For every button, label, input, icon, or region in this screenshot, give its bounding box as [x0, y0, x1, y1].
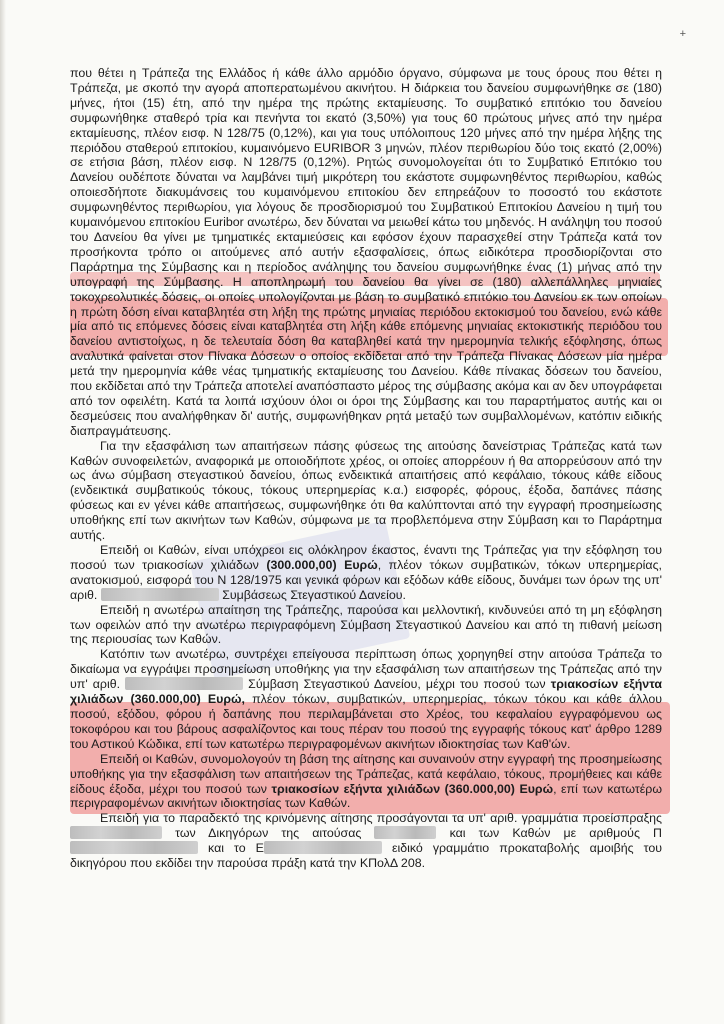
redacted-contract-number: [125, 677, 243, 690]
amount-300000: (300.000,00) Ευρώ: [266, 557, 378, 572]
document-body: [70, 66, 662, 871]
paragraph-security: Για την εξασφάλιση των απαιτήσεων πάσης φύσεως της αιτούσης δανείστριας Τράπεζας κατά των Καθών συνοφειλετών, αναφορικά με οποιοδήποτε χρέος, οι οποίες απορρέουν ή θα απορρεύσουν από την ως άνω σύμβαση στεγαστικού δανείου, όπως ενδεικτικά απαιτήσεις από κεφάλαιο, τόκους κάθε είδους (ενδεικτικά συμβατικούς τόκους, τόκους υπερημερίας κ.α.) εισφορές, φόρους, έξοδα, δαπάνες πάσης φύσεως και εν γένει κάθε απαιτήσεως, συμφωνήθηκε ότι θα καλύπτονται από την εγγραφή προσημείωσης υποθήκης επί των ακινήτων των Καθών, σύμφωνα με τα προβλεπόμενα στην Σύμβαση και το Παράρτημα αυτής.: [70, 438, 662, 543]
amount-360000-consent: τριακοσίων εξήντα χιλιάδων (360.000,00) Ευρώ: [271, 781, 554, 796]
paragraph-fees: Επειδή για το παραδεκτό της κρινόμενης αίτησης προσάγονται τα υπ' αριθ. γραμμάτια προείσπραξης των Δικηγόρων της αιτούσας και των Καθών με αριθμούς Π και το Ε ειδικό γραμμάτιο προκαταβολής αμοιβής του δικηγόρου που εκδίδει την παρούσα πράξη κατά την ΚΠολΔ 208.: [70, 811, 662, 871]
redacted-receipt-number: [374, 826, 436, 839]
paragraph-risk: Επειδή η ανωτέρω απαίτηση της Τράπεζης, παρούσα και μελλοντική, κινδυνεύει από τη μη εξόφληση των οφειλών από την ανωτέρω περιγραφόμενη Σύμβαση Στεγαστικού Δανείου και από τη πιθανή μείωση της περιουσίας των Καθών.: [70, 602, 662, 647]
paragraph-urgency: Κατόπιν των ανωτέρω, συντρέχει επείγουσα περίπτωση όπως χορηγηθεί στην αιτούσα Τράπεζα το δικαίωμα να εγγράψει προσημείωση υποθήκης για την εξασφάλιση των απαιτήσεων της Τράπεζας από την υπ' αριθ. Σύμβαση Στεγαστικού Δανείου, μέχρι του ποσού των τριακοσίων εξήντα χιλιάδων (360.000,00) Ευρώ, πλέον τόκων, συμβατικών, υπερημερίας, τόκων τόκου και κάθε άλλου ποσού, εξόδου, φόρου ή δαπάνης που περιλαμβάνεται στο Χρέος, του κεφαλαίου εγγραφόμενου ως τοκοφόρου και του βάρους ασφαλίζοντος και τους πέραν του ποσού της εγγραφής τόκους κατ' άρθρο 1289 του Αστικού Κώδικα, επί των κατωτέρω περιγραφομένων ακινήτων ιδιοκτησίας των Καθ'ών.: [70, 647, 663, 751]
redacted-receipt-number: [264, 841, 382, 854]
scan-edge-shadow: [0, 0, 6, 1024]
corner-mark: +: [679, 28, 686, 40]
amount-360000: τριακοσίων εξήντα χιλιάδων (360.000,00) Ευρώ,: [70, 677, 663, 707]
redacted-contract-number: [101, 588, 219, 601]
paragraph-consent: Επειδή οι Καθών, συνομολογούν τη βάση της αίτησης και συναινούν στην εγγραφή της προσημείωσης υποθήκης για την εξασφάλιση των απαιτήσεων της Τράπεζας, κατά κεφάλαιο, τόκους, προμήθειες και κάθε είδους έξοδα, μέχρι του ποσού των τριακοσίων εξήντα χιλιάδων (360.000,00) Ευρώ, επί των κατωτέρω περιγραφομένων ακινήτων ιδιοκτησίας των Καθών.: [70, 751, 662, 811]
paragraph-loan-terms: που θέτει η Τράπεζα της Ελλάδος ή κάθε άλλο αρμόδιο όργανο, σύμφωνα με τους όρους που θέτει η Τράπεζα, με σκοπό την αγορά αποπερατωμένου ακινήτου. Η διάρκεια του δανείου συμφωνήθηκε σε (180) μήνες, ήτοι (15) έτη, από την ημέρα της πρώτης εκταμίευσης. Το συμβατικό επιτόκιο του δανείου συμφωνήθηκε σταθερό τρία και πενήντα τοι εκατό (3,50%) για τους 60 πρώτους μήνες από την ημέρα εκταμίευσης, πλέον εισφ. Ν 128/75 (0,12%), και για τους υπόλοιπους 120 μήνες από την ημέρα λήξης της περιόδου σταθερού επιτοκίου, κυμαινόμενο EURIBOR 3 μηνών, πλέον περιθωρίου δύο τοις εκατό (2,00%) σε ετήσια βάση, πλέον εισφ. Ν 128/75 (0,12%). Ρητώς συνομολογείται ότι το Συμβατικό Επιτόκιο του Δανείου ουδέποτε δύναται να λαμβάνει τιμή μικρότερη του εκάστοτε συμφωνηθέντος περιθωρίου, καθώς οποιεσδήποτε διακυμάνσεις του κυμαινόμενου επιτοκίου δεν επηρεάζουν το ποσοστό του εκάστοτε συμφωνηθέντος περιθωρίου, για λόγους δε προσδιορισμού του Συμβατικού Επιτοκίου Δανείου η τιμή του κυμαινόμενου επιτοκίου Euribor ανωτέρω, δεν δύναται να μειωθεί κάτω του μηδενός. Η ανάληψη του ποσού του Δανείου θα γίνει με τμηματικές εκταμιεύσεις και εφόσον έχουν παρασχεθεί στην Τράπεζα κατά τον προσήκοντα τρόπο οι αιτούμενες από αυτήν εξασφαλίσεις, όπως ειδικότερα προσδιορίζονται στο Παράρτημα της Σύμβασης και η περίοδος ανάληψης του δανείου συμφωνήθηκε ένας (1) μήνας από την υπογραφή της Σύμβασης. Η αποπληρωμή του δανείου θα γίνει σε (180) αλλεπάλληλες μηνιαίες τοκοχρεολυτικές δόσεις, οι οποίες υπολογίζονται με βάση το συμβατικό επιτόκιο του Δανείου εκ των οποίων η πρώτη δόση είναι καταβλητέα στη λήξη της πρώτης μηνιαίας περιόδου εκτοκισμού του δανείου, ενώ κάθε μία από τις επόμενες δόσεις είναι καταβλητέα στη λήξη κάθε επόμενης μηνιαίας εκτοκιστικής περιόδου του δανείου αντιστοίχως, η δε τελευταία δόση θα καταβληθεί κατά την ημερομηνία τελικής εξόφλησης, όπως αναλυτικά φαίνεται στον Πίνακα Δόσεων ο οποίος εκδίδεται από την Τράπεζα Πίνακας Δόσεων μία ημέρα μετά την ημερομηνία κάθε νέας τμηματικής εκταμίευσης του Δανείου. Κάθε πίνακας δόσεων του δανείου, που εκδίδεται από την Τράπεζα αποτελεί αναπόσπαστο μέρος της σύμβασης ακόμα και αν δεν υπογράφεται από τον οφειλέτη. Κατά τα λοιπά ισχύουν όλοι οι όροι της Σύμβασης και του παραρτήματος αυτής και οι δεσμεύσεις που αναλήφθηκαν δι' αυτής, συμφωνήθηκαν ρητά μεταξύ των συμβαλλομένων, κατόπιν ειδικής διαπραγμάτευσης.: [70, 66, 662, 438]
redacted-receipt-number: [70, 826, 162, 839]
paragraph-debtors-liability: Επειδή οι Καθών, είναι υπόχρεοι εις ολόκληρον έκαστος, έναντι της Τράπεζας για την εξόφληση του ποσού των τριακοσίων χιλιάδων (300.000,00) Ευρώ, πλέον τόκων συμβατικών, τόκων υπερημερίας, ανατοκισμού, εισφορά του Ν 128/1975 και γενικά φόρων και εξόδων κάθε είδους, δυνάμει των όρων της υπ' αριθ. Συμβάσεως Στεγαστικού Δανείου.: [70, 543, 662, 602]
redacted-receipt-number: [70, 841, 198, 854]
